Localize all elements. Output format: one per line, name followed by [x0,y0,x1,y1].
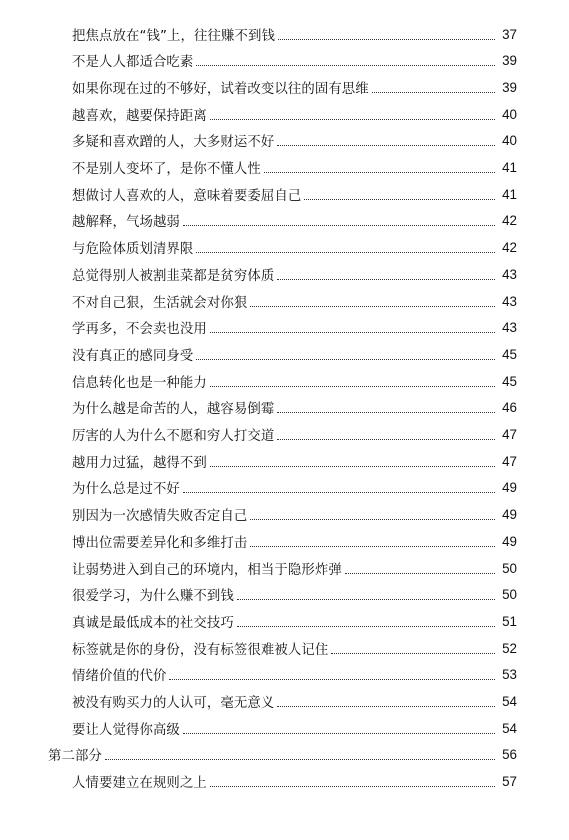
toc-entry[interactable] [72,344,517,364]
toc-page-number: 39 [502,79,517,95]
toc-page-number: 54 [502,720,517,736]
toc-page-number: 42 [502,240,517,256]
toc-entry-title: 真诚是最低成本的社交技巧 [72,615,234,631]
toc-entry[interactable] [72,611,517,631]
toc-entry[interactable] [72,51,517,71]
dot-leader [105,759,495,760]
dot-leader [277,439,495,440]
toc-entry[interactable] [72,398,517,418]
toc-entry[interactable] [72,478,517,498]
toc-page-number: 49 [502,507,517,523]
toc-page-number: 45 [502,346,517,362]
toc-page-number: 47 [502,453,517,469]
toc-entry-title: 博出位需要差异化和多维打击 [72,535,248,551]
toc-page-number: 43 [502,320,517,336]
dot-leader [304,199,495,200]
toc-entry[interactable] [72,24,517,44]
toc-page-number: 41 [502,186,517,202]
toc-page-number: 37 [502,26,517,42]
toc-entry-title: 不是人人都适合吃素 [72,55,194,71]
dot-leader [210,786,495,787]
toc-entry-title: 让弱势进入到自己的环境内，相当于隐形炸弹 [72,562,342,578]
dot-leader [237,599,495,600]
toc-page-number: 39 [502,53,517,69]
toc-page-number: 47 [502,427,517,442]
toc-entry[interactable] [72,451,517,471]
toc-entry-title: 把焦点放在“钱”上，往往赚不到钱 [72,28,275,44]
toc-entry[interactable] [72,131,517,151]
dot-leader [372,92,495,93]
toc-entry[interactable] [72,425,517,445]
toc-page-number: 49 [502,480,517,496]
toc-entry-title: 情绪价值的代价 [72,669,167,685]
toc-entry[interactable] [72,665,517,685]
toc-entry-title: 与危险体质划清界限 [72,242,194,258]
toc-entry-title: 厉害的人为什么不愿和穷人打交道 [72,429,275,444]
dot-leader [250,519,495,520]
toc-entry[interactable] [72,77,517,97]
dot-leader [278,39,495,40]
toc-entry[interactable] [72,718,517,738]
toc-page-number: 40 [502,133,517,149]
toc-entry-title: 越喜欢，越要保持距离 [72,108,207,124]
toc-entry-title: 信息转化也是一种能力 [72,375,207,391]
toc-entry-title: 为什么越是命苦的人，越容易倒霉 [72,402,275,418]
dot-leader [277,145,495,146]
toc-entry[interactable] [72,772,517,792]
toc-entry[interactable] [72,238,517,258]
toc-entry[interactable] [72,585,517,605]
dot-leader [196,65,495,66]
toc-entry-title: 为什么总是过不好 [72,482,180,498]
dot-leader [250,546,495,547]
dot-leader [169,679,495,680]
dot-leader [196,359,495,360]
toc-entry-title: 人情要建立在规则之上 [72,776,207,792]
dot-leader [345,573,495,574]
dot-leader [210,386,495,387]
dot-leader [210,119,495,120]
dot-leader [183,733,495,734]
toc-page-number: 46 [502,400,517,416]
toc-page-number: 53 [502,667,517,683]
toc-entry-title: 想做讨人喜欢的人，意味着要委屈自己 [72,188,302,204]
toc-entry[interactable] [72,264,517,284]
toc-entry[interactable] [72,371,517,391]
toc-entry-title: 学再多，不会卖也没用 [72,322,207,338]
toc-entry[interactable] [72,505,517,525]
toc-page-number: 56 [502,747,517,763]
toc-page-number: 50 [502,587,517,603]
toc-entry-title: 被没有购买力的人认可，毫无意义 [72,696,275,711]
dot-leader [277,412,495,413]
dot-leader [183,492,495,493]
toc-entry[interactable] [72,638,517,658]
toc-entry[interactable] [72,531,517,551]
toc-page-number: 52 [502,640,517,656]
toc-page-number: 57 [502,774,517,790]
toc-page-number: 42 [502,213,517,229]
toc-entry-title: 多疑和喜欢蹭的人，大多财运不好 [72,135,275,151]
toc-page-number: 51 [502,613,517,629]
toc-entry-title: 越用力过猛，越得不到 [72,455,207,471]
toc-page-number: 49 [502,533,517,549]
dot-leader [250,306,495,307]
toc-entry[interactable] [72,184,517,204]
toc-entry[interactable] [72,211,517,231]
dot-leader [237,626,495,627]
toc-entry-title: 标签就是你的身份，没有标签很难被人记住 [72,642,329,658]
dot-leader [277,706,495,707]
toc-page-number: 45 [502,373,517,389]
toc-entry[interactable] [72,692,517,712]
toc-page-number: 43 [502,293,517,309]
toc-page-number: 40 [502,106,517,122]
dot-leader [331,653,495,654]
toc-entry-title: 如果你现在过的不够好，试着改变以往的固有思维 [72,81,369,97]
dot-leader [277,279,495,280]
toc-entry[interactable] [72,318,517,338]
dot-leader [196,252,495,253]
toc-entry[interactable] [72,104,517,124]
toc-page-number: 54 [502,694,517,709]
toc-entry[interactable] [72,158,517,178]
dot-leader [210,332,495,333]
dot-leader [264,172,495,173]
toc-entry-title: 越解释，气场越弱 [72,215,180,231]
toc-page-number: 41 [502,160,517,175]
toc-page-number: 43 [502,266,517,282]
toc-entry-title: 不是别人变坏了，是你不懂人性 [72,162,261,177]
toc-entry-title: 第二部分 [48,749,102,765]
toc-entry-title: 别因为一次感情失败否定自己 [72,509,248,525]
toc-page-number: 50 [502,560,517,576]
dot-leader [183,225,495,226]
toc-entry-title: 总觉得别人被割韭菜都是贫穷体质 [72,268,275,284]
toc-entry[interactable] [72,558,517,578]
toc-entry-title: 没有真正的感同身受 [72,348,194,364]
dot-leader [210,466,495,467]
toc-part-heading[interactable] [48,745,517,765]
toc-entry-title: 要让人觉得你高级 [72,722,180,738]
toc-entry[interactable] [72,291,517,311]
toc-entry-title: 很爱学习，为什么赚不到钱 [72,589,234,605]
toc-entry-title: 不对自己狠，生活就会对你狠 [72,295,248,311]
